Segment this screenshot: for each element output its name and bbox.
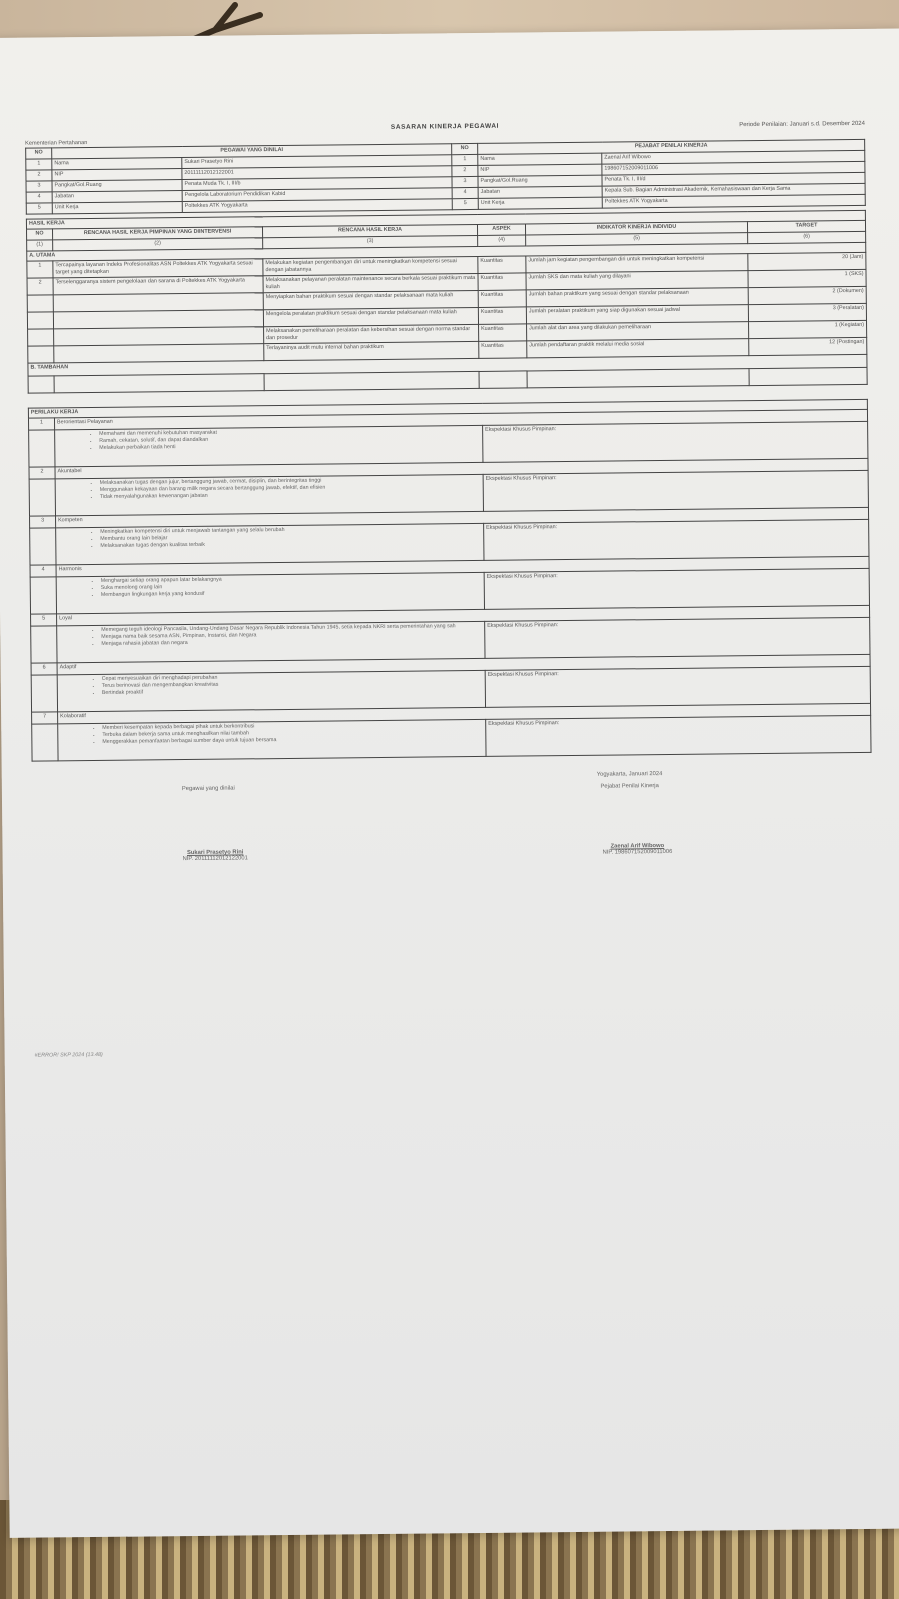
cell: Jumlah bahan praktikum yang sesuai dengan standar pelaksanaan bbox=[526, 288, 748, 307]
id-head-pejabat: PEJABAT PENILAI KINERJA bbox=[478, 139, 865, 154]
cell: 4 bbox=[26, 192, 52, 203]
behav-no: 7 bbox=[32, 712, 58, 724]
cell: 2 bbox=[452, 165, 478, 176]
tambahan-label: B. TAMBAHAN bbox=[28, 354, 867, 376]
left-signer bbox=[183, 849, 248, 862]
list-item: • Menjaga rahasia jabatan dan negara bbox=[101, 637, 482, 648]
cell: Zaenal Arif Wibowo bbox=[602, 150, 865, 164]
cell bbox=[53, 293, 263, 312]
cell: Melaksanakan pemeliharaan peralatan dan kebersihan sesuai dengan norma standar dan prosedur bbox=[264, 324, 479, 343]
hasil-kerja-label: HASIL KERJA bbox=[26, 210, 865, 229]
place-date: Yogyakarta, Januari 2024 bbox=[596, 771, 663, 778]
cell: Jabatan bbox=[52, 191, 182, 203]
hk-colnum: (5) bbox=[526, 233, 748, 246]
behav-no: 4 bbox=[30, 565, 56, 577]
list-item: • Terus berinovasi dan mengembangkan kreativitas bbox=[102, 679, 483, 690]
cell bbox=[54, 344, 264, 363]
behav-points bbox=[59, 623, 482, 649]
cell: 3 bbox=[452, 176, 478, 187]
ekspektasi-cell: Ekspektasi Khusus Pimpinan: bbox=[486, 715, 871, 756]
list-item: • Menjaga nama baik sesama ASN, Pimpinan, Instansi, dan Negara bbox=[101, 630, 482, 641]
cell: Penata Tk. I, III/d bbox=[602, 172, 865, 186]
cell: Kuantitas bbox=[478, 256, 526, 274]
cell: Nama bbox=[478, 153, 602, 165]
cell: Poltekkes ATK Yogyakarta bbox=[602, 194, 865, 208]
hk-colnum: (2) bbox=[53, 238, 263, 251]
hk-head-indikator: INDIKATOR KINERJA INDIVIDU bbox=[525, 222, 747, 235]
hk-colnum: (4) bbox=[478, 235, 526, 247]
list-item: • Suka menolong orang lain bbox=[101, 581, 482, 592]
list-item: • Memberi kesempatan kepada berbagai pihak untuk berkontribusi bbox=[102, 721, 483, 732]
cell: 2 (Dokumen) bbox=[748, 286, 866, 304]
id-head-no2: NO bbox=[452, 143, 478, 154]
hk-head-target: TARGET bbox=[747, 220, 865, 232]
cell: Penata Muda Tk. I, III/b bbox=[182, 177, 452, 191]
hk-colnum: (1) bbox=[27, 240, 53, 251]
ekspektasi-cell: Ekspektasi Khusus Pimpinan: bbox=[485, 666, 870, 707]
ekspektasi-cell: Ekspektasi Khusus Pimpinan: bbox=[483, 421, 868, 462]
identity-table bbox=[25, 139, 866, 215]
cell: NIP bbox=[52, 169, 182, 181]
right-block bbox=[597, 771, 663, 790]
hk-head-no: NO bbox=[27, 229, 53, 240]
cell: Terlayaninya audit mutu internal bahan praktikum bbox=[264, 341, 479, 360]
cell bbox=[28, 329, 54, 346]
cell: 20111112012122001 bbox=[182, 166, 452, 180]
right-signer bbox=[602, 843, 672, 856]
hk-head-aspek: ASPEK bbox=[477, 224, 525, 236]
cell: 3 (Peralatan) bbox=[748, 303, 866, 321]
behav-title: Kompeten bbox=[56, 507, 869, 528]
cell: Melaksanakan pelayanan peralatan maintenance secara berkala sesuai praktikum mata kuliah bbox=[263, 273, 478, 292]
cell: Jumlah pendaftaran praktik melalui media sosial bbox=[527, 339, 749, 358]
cell: Jabatan bbox=[478, 186, 602, 198]
list-item: • Meningkatkan kompetensi diri untuk menjawab tantangan yang selalu berubah bbox=[100, 525, 481, 536]
list-item: • Ramah, cekatan, solutif, dan dapat diandalkan bbox=[99, 434, 480, 445]
utama-label: A. UTAMA bbox=[27, 242, 866, 261]
list-item: • Bertindak proaktif bbox=[102, 686, 483, 697]
list-item: • Melaksanakan tugas dengan jujur, bertanggung jawab, cermat, disiplin, dan berintegritas tinggi bbox=[100, 476, 481, 487]
list-item: • Terbuka dalam bekerja sama untuk menghasilkan nilai tambah bbox=[102, 728, 483, 739]
cell: Pangkat/Gol.Ruang bbox=[478, 175, 602, 187]
cell: 2 bbox=[27, 278, 53, 295]
cell: Jumlah peralatan praktikum yang siap digunakan sesuai jadwal bbox=[526, 305, 748, 324]
document-sheet bbox=[0, 29, 899, 1538]
cell: Mengelola peralatan praktikum sesuai dengan standar pelaksanaan mata kuliah bbox=[263, 307, 478, 326]
list-item: • Tidak menyalahgunakan kewenangan jabatan bbox=[100, 490, 481, 501]
right-role: Pejabat Penilai Kinerja bbox=[600, 783, 659, 790]
behav-title: Harmonis bbox=[56, 556, 869, 577]
behav-no: 3 bbox=[30, 516, 56, 528]
behav-title: Berorientasi Pelayanan bbox=[54, 409, 867, 430]
cell: 5 bbox=[452, 198, 478, 209]
behav-no: 6 bbox=[31, 663, 57, 675]
hk-colnum: (6) bbox=[748, 231, 866, 243]
cell: 1 bbox=[27, 261, 53, 278]
list-item: • Melakukan perbaikan tiada henti bbox=[99, 441, 480, 452]
cell: Poltekkes ATK Yogyakarta bbox=[182, 199, 452, 213]
cell bbox=[27, 312, 53, 329]
cell: Unit Kerja bbox=[52, 202, 182, 214]
id-head-no: NO bbox=[26, 148, 52, 159]
hk-head-pimpinan: RENCANA HASIL KERJA PIMPINAN YANG DIINTERVENSI bbox=[53, 227, 263, 240]
cell: Kuantitas bbox=[479, 341, 527, 359]
behav-points bbox=[60, 721, 483, 747]
list-item: • Memahami dan memenuhi kebutuhan masyarakat bbox=[99, 427, 480, 438]
cell: Kuantitas bbox=[479, 324, 527, 342]
behav-no: 1 bbox=[28, 418, 54, 430]
cell: Terselenggaranya sistem pengelolaan dan sarana di Poltekkes ATK Yogyakarta bbox=[53, 276, 263, 295]
hk-head-rencana: RENCANA HASIL KERJA bbox=[262, 224, 477, 237]
cell: Melakukan kegiatan pengembangan diri untuk meningkatkan kompetensi sesuai dengan jabatannya bbox=[263, 256, 478, 275]
cell: Jumlah alat dan area yang dilakukan pemeliharaan bbox=[527, 322, 749, 341]
cell bbox=[27, 295, 53, 312]
hk-colnum: (3) bbox=[263, 235, 478, 248]
cell: Tercapainya layanan Indeks Profesionalitas ASN Poltekkes ATK Yogyakarta sesuai target yang ditetapkan bbox=[53, 259, 263, 278]
behav-points bbox=[58, 476, 481, 502]
cell: 1 bbox=[452, 154, 478, 165]
skp-document bbox=[25, 119, 873, 1059]
cell bbox=[54, 327, 264, 346]
cell bbox=[53, 310, 263, 329]
cell: Jumlah SKS dan mata kuliah yang dilayani bbox=[526, 271, 748, 290]
cell: 20 (Jam) bbox=[748, 252, 866, 270]
list-item: • Menggunakan kekayaan dan barang milik negara secara bertanggung jawab, efektif, dan efisien bbox=[100, 483, 481, 494]
list-item: • Menggerakkan pemanfaatan berbagai sumber daya untuk tujuan bersama bbox=[102, 735, 483, 746]
cell: 1 bbox=[26, 159, 52, 170]
list-item: • Melaksanakan tugas dengan kualitas terbaik bbox=[100, 539, 481, 550]
behav-no: 5 bbox=[31, 614, 57, 626]
cell: Sukari Prasetyo Rini bbox=[182, 155, 452, 169]
ekspektasi-cell: Ekspektasi Khusus Pimpinan: bbox=[484, 568, 869, 609]
footer-note: #ERROR! SKP 2024 (13.48) bbox=[34, 1051, 103, 1059]
cell: 198607152009011006 bbox=[602, 161, 865, 175]
cell: Kuantitas bbox=[478, 273, 526, 291]
cell: 1 (SKS) bbox=[748, 269, 866, 287]
perilaku-label: PERILAKU KERJA bbox=[28, 399, 867, 418]
cell: 12 (Postingan) bbox=[749, 337, 867, 355]
document-title: SASARAN KINERJA PEGAWAI bbox=[390, 122, 500, 131]
cell: Kuantitas bbox=[478, 307, 526, 325]
right-name: Zaenal Arif Wibowo bbox=[610, 843, 665, 850]
right-nip: NIP. 198607152009011006 bbox=[602, 848, 673, 856]
list-item: • Membantu orang lain belajar bbox=[100, 532, 481, 543]
cell: 4 bbox=[452, 187, 478, 198]
ekspektasi-cell: Ekspektasi Khusus Pimpinan: bbox=[484, 519, 869, 560]
list-item: • Membangun lingkungan kerja yang kondusif bbox=[101, 588, 482, 599]
ekspektasi-cell: Ekspektasi Khusus Pimpinan: bbox=[483, 470, 868, 511]
left-name: Sukari Prasetyo Rini bbox=[186, 849, 244, 857]
cell: 5 bbox=[26, 203, 52, 214]
behav-points bbox=[60, 672, 483, 698]
behav-title: Loyal bbox=[57, 605, 870, 626]
behav-no: 2 bbox=[29, 467, 55, 479]
behav-points bbox=[59, 574, 482, 600]
behav-title: Kolaboratif bbox=[58, 703, 871, 724]
cell: 3 bbox=[26, 181, 52, 192]
cell: Nama bbox=[52, 158, 182, 170]
behav-title: Akuntabel bbox=[55, 458, 868, 479]
behav-points bbox=[58, 525, 481, 551]
cell: Jumlah jam kegiatan pengembangan diri untuk meningkatkan kompetensi bbox=[526, 254, 748, 273]
instansi-label: Kementerian Pertahanan bbox=[25, 140, 88, 147]
list-item: • Menghargai setiap orang apapun latar belakangnya bbox=[101, 574, 482, 585]
left-nip: NIP. 20111112012122001 bbox=[182, 855, 248, 863]
cell bbox=[28, 346, 54, 363]
perilaku-table bbox=[28, 399, 872, 762]
cell: 2 bbox=[26, 170, 52, 181]
hasil-kerja-table bbox=[26, 210, 868, 394]
cell: Kuantitas bbox=[478, 290, 526, 308]
list-item: • Memegang teguh ideologi Pancasila, Undang-Undang Dasar Negara Republik Indonesia Tahun 1945, setia kepada NKRI serta pemerintahan yang sah bbox=[101, 623, 482, 634]
cell: Pangkat/Gol.Ruang bbox=[52, 180, 182, 192]
cell: 1 (Kegiatan) bbox=[749, 320, 867, 338]
cell: NIP bbox=[478, 164, 602, 176]
cell: Menyiapkan bahan praktikum sesuai dengan standar pelaksanaan mata kuliah bbox=[263, 290, 478, 309]
signature-block bbox=[32, 769, 873, 868]
behav-points bbox=[57, 427, 480, 453]
ekspektasi-cell: Ekspektasi Khusus Pimpinan: bbox=[485, 617, 870, 658]
cell: Kepala Sub. Bagian Administrasi Akademik, Kemahasiswaan dan Kerja Sama bbox=[602, 183, 865, 197]
period-text: Periode Penilaian: Januari s.d. Desember 2024 bbox=[739, 120, 865, 129]
list-item: • Cepat menyesuaikan diri menghadapi perubahan bbox=[102, 672, 483, 683]
left-role: Pegawai yang dinilai bbox=[181, 785, 235, 793]
cell: Pengelola Laboratorium Pendidikan Kabid bbox=[182, 188, 452, 202]
id-head-pegawai: PEGAWAI YANG DINILAI bbox=[52, 144, 452, 159]
cell: Unit Kerja bbox=[478, 197, 602, 209]
behav-title: Adaptif bbox=[57, 654, 870, 675]
